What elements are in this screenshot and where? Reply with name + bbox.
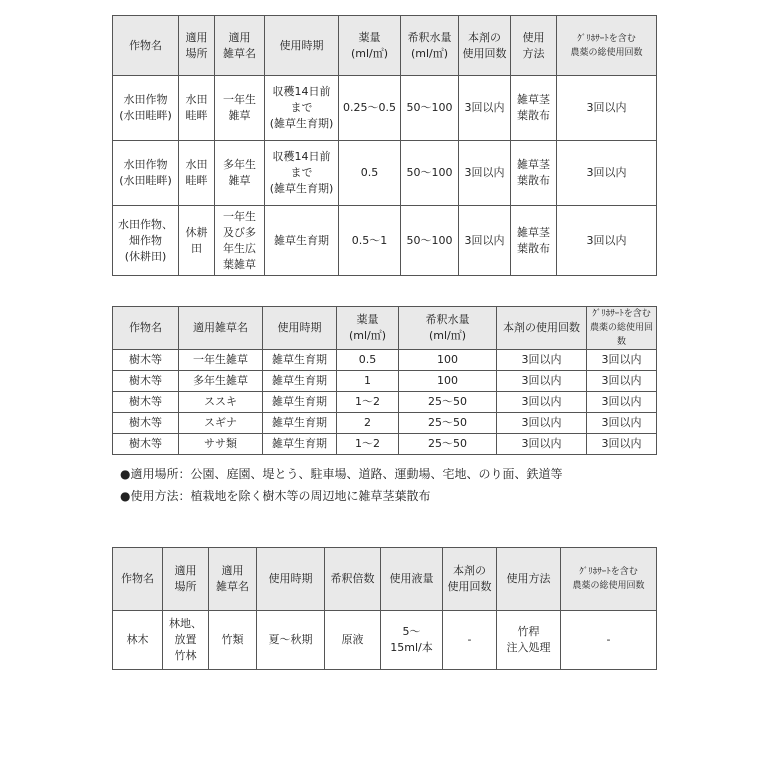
header-cell: 希釈水量 (ml/㎡): [401, 16, 459, 76]
table-cell: 100: [399, 350, 497, 371]
table-cell: 25〜50: [399, 413, 497, 434]
header-cell: 適用 場所: [163, 548, 209, 611]
table-row: [113, 413, 657, 434]
header-cell: ｸﾞﾘﾎｻｰﾄを含む 農薬の総使用回数: [587, 307, 657, 350]
header-cell: 希釈倍数: [325, 548, 381, 611]
table-cell: 3回以内: [587, 392, 657, 413]
header-cell: 使用時期: [265, 16, 339, 76]
table-cell: 3回以内: [557, 141, 657, 206]
table-1: [112, 15, 657, 276]
table-cell: 3回以内: [557, 206, 657, 276]
table-cell: 3回以内: [497, 371, 587, 392]
header-cell: 適用 雑草名: [215, 16, 265, 76]
header-cell: 薬量 (ml/㎡): [337, 307, 399, 350]
table-cell: 雑草生育期: [263, 434, 337, 455]
table-cell: 多年生 雑草: [215, 141, 265, 206]
table-cell: 3回以内: [587, 371, 657, 392]
note-application-place: ●適用場所：公園、庭園、堤とう、駐車場、道路、運動場、宅地、のり面、鉄道等: [120, 467, 563, 481]
table-cell: 収穫14日前 まで (雑草生育期): [265, 141, 339, 206]
table-header-row: [113, 16, 657, 76]
table-cell: 0.5: [337, 350, 399, 371]
header-cell: 使用時期: [263, 307, 337, 350]
header-cell: 作物名: [113, 16, 179, 76]
header-cell: 本剤の 使用回数: [443, 548, 497, 611]
table-row: [113, 76, 657, 141]
table-cell: 一年生雑草: [179, 350, 263, 371]
table-cell: 原液: [325, 611, 381, 670]
table-cell: 樹木等: [113, 350, 179, 371]
header-cell: 作物名: [113, 548, 163, 611]
table-cell: 1: [337, 371, 399, 392]
table-cell: 3回以内: [497, 350, 587, 371]
table-cell: -: [443, 611, 497, 670]
table-row: [113, 434, 657, 455]
table-cell: 雑草茎 葉散布: [511, 206, 557, 276]
table-cell: 夏〜秋期: [257, 611, 325, 670]
table-cell: 3回以内: [459, 141, 511, 206]
table-cell: 雑草生育期: [263, 350, 337, 371]
header-cell: ｸﾞﾘﾎｻｰﾄを含む 農薬の総使用回数: [557, 16, 657, 76]
table-row: [113, 371, 657, 392]
table-cell: 休耕 田: [179, 206, 215, 276]
table-cell: 0.5〜1: [339, 206, 401, 276]
table-cell: 林木: [113, 611, 163, 670]
table-cell: 一年生 及び多 年生広 葉雑草: [215, 206, 265, 276]
table-row: [113, 141, 657, 206]
table-cell: 水田作物、 畑作物 (休耕田): [113, 206, 179, 276]
table-cell: 1〜2: [337, 392, 399, 413]
table-cell: 多年生雑草: [179, 371, 263, 392]
table-cell: 50〜100: [401, 206, 459, 276]
table-cell: 竹稈 注入処理: [497, 611, 561, 670]
header-cell: 本剤の 使用回数: [459, 16, 511, 76]
table-2: [112, 306, 657, 455]
header-cell: 適用 場所: [179, 16, 215, 76]
table-cell: 100: [399, 371, 497, 392]
header-cell: 適用 雑草名: [209, 548, 257, 611]
table-cell: 雑草生育期: [263, 392, 337, 413]
table-cell: 樹木等: [113, 413, 179, 434]
table-row: [113, 611, 657, 670]
header-cell: 使用時期: [257, 548, 325, 611]
table-cell: 雑草生育期: [263, 413, 337, 434]
table-header-row: [113, 307, 657, 350]
table-header-row: [113, 548, 657, 611]
table-cell: 収穫14日前 まで (雑草生育期): [265, 76, 339, 141]
table-cell: 1〜2: [337, 434, 399, 455]
table-cell: 3回以内: [587, 413, 657, 434]
table-cell: 樹木等: [113, 434, 179, 455]
table-cell: 雑草生育期: [265, 206, 339, 276]
table-cell: 50〜100: [401, 141, 459, 206]
table-cell: 樹木等: [113, 392, 179, 413]
table-cell: 雑草茎 葉散布: [511, 76, 557, 141]
header-cell: 使用 方法: [511, 16, 557, 76]
table-cell: 3回以内: [459, 76, 511, 141]
table-cell: 雑草生育期: [263, 371, 337, 392]
table-cell: 3回以内: [459, 206, 511, 276]
table-cell: 3回以内: [587, 434, 657, 455]
table-cell: 25〜50: [399, 392, 497, 413]
table-cell: 水田作物 (水田畦畔): [113, 141, 179, 206]
table-cell: 2: [337, 413, 399, 434]
table-cell: 5〜 15ml/本: [381, 611, 443, 670]
table-cell: スギナ: [179, 413, 263, 434]
table-cell: 雑草茎 葉散布: [511, 141, 557, 206]
table-cell: 25〜50: [399, 434, 497, 455]
table-cell: -: [561, 611, 657, 670]
header-cell: 薬量 (ml/㎡): [339, 16, 401, 76]
notes: [120, 466, 562, 510]
table-3: [112, 547, 657, 670]
table-cell: ササ類: [179, 434, 263, 455]
table-cell: 50〜100: [401, 76, 459, 141]
table-cell: 林地、 放置 竹林: [163, 611, 209, 670]
header-cell: 使用方法: [497, 548, 561, 611]
table-cell: 一年生 雑草: [215, 76, 265, 141]
table-cell: 3回以内: [497, 413, 587, 434]
table-row: [113, 350, 657, 371]
table-cell: 3回以内: [587, 350, 657, 371]
table-row: [113, 392, 657, 413]
header-cell: 適用雑草名: [179, 307, 263, 350]
table-row: [113, 206, 657, 276]
table-cell: 3回以内: [497, 434, 587, 455]
table-cell: 0.5: [339, 141, 401, 206]
table-cell: 水田 畦畔: [179, 76, 215, 141]
header-cell: 作物名: [113, 307, 179, 350]
note-usage-method: ●使用方法：植栽地を除く樹木等の周辺地に雑草茎葉散布: [120, 489, 431, 503]
table-cell: 3回以内: [557, 76, 657, 141]
table-cell: 0.25〜0.5: [339, 76, 401, 141]
header-cell: 本剤の使用回数: [497, 307, 587, 350]
table-cell: 水田 畦畔: [179, 141, 215, 206]
table-cell: 樹木等: [113, 371, 179, 392]
table-cell: 竹類: [209, 611, 257, 670]
table-cell: ススキ: [179, 392, 263, 413]
header-cell: ｸﾞﾘﾎｻｰﾄを含む 農薬の総使用回数: [561, 548, 657, 611]
table-cell: 水田作物 (水田畦畔): [113, 76, 179, 141]
header-cell: 使用液量: [381, 548, 443, 611]
header-cell: 希釈水量 (ml/㎡): [399, 307, 497, 350]
table-cell: 3回以内: [497, 392, 587, 413]
